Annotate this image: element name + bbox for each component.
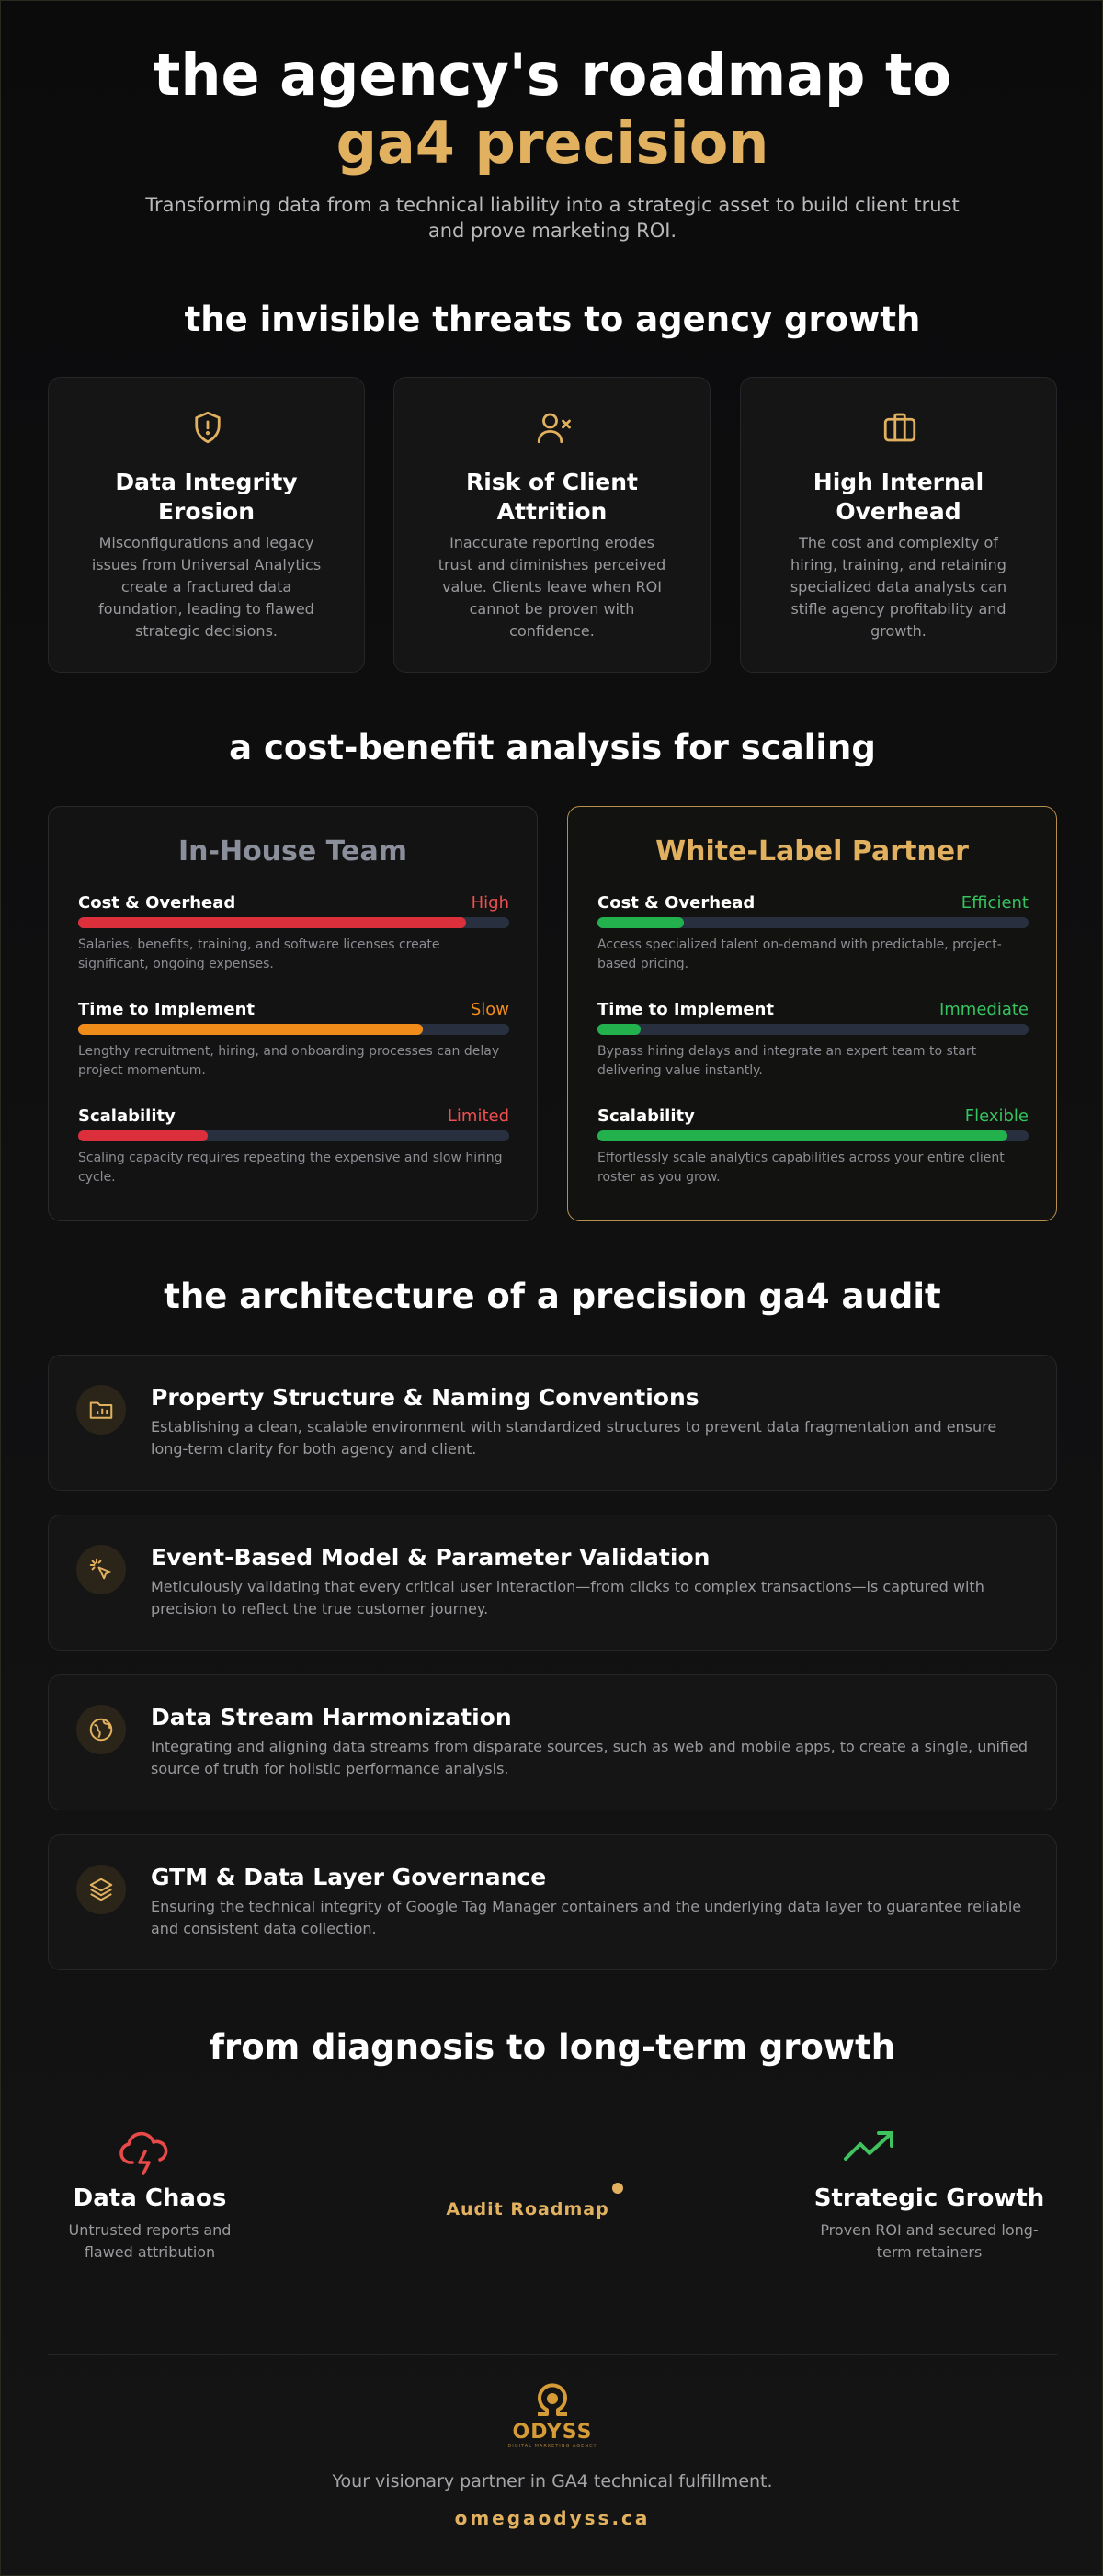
audit-item-title: Event-Based Model & Parameter Validation — [151, 1544, 711, 1571]
growth-end-title: Strategic Growth — [813, 2184, 1045, 2212]
audit-item — [48, 1515, 1057, 1651]
threat-card-desc: The cost and complexity of hiring, training, and retaining specialized data analysts can stifle agency profitability and growth. — [790, 534, 1007, 640]
logo-subtext: DIGITAL MARKETING AGENCY — [507, 2444, 597, 2449]
metric-value: Slow — [470, 1000, 509, 1019]
growth-section-title: from diagnosis to long-term growth — [209, 2027, 896, 2067]
audit-item — [48, 1674, 1057, 1810]
roadmap-label: Audit Roadmap — [446, 2199, 609, 2219]
in-house-card — [48, 806, 538, 1221]
metric-bar — [78, 1024, 509, 1035]
shield-alert-icon — [188, 408, 227, 447]
metric-label: Scalability — [78, 1106, 176, 1126]
audit-section-title: the architecture of a precision ga4 audit — [164, 1277, 941, 1316]
threats-section-title: the invisible threats to agency growth — [184, 300, 921, 339]
audit-item — [48, 1355, 1057, 1491]
omega-logo-icon — [525, 2381, 580, 2418]
metric-value: Immediate — [938, 1000, 1029, 1019]
metric-label: Cost & Overhead — [78, 893, 236, 913]
white-label-title: White-Label Partner — [655, 835, 969, 868]
odyss-logo — [497, 2381, 608, 2455]
metric-desc: Effortlessly scale analytics capabilities across your entire client roster as you grow. — [597, 1151, 1005, 1185]
threat-card — [48, 377, 365, 673]
metric-value: Efficient — [961, 893, 1029, 913]
cursor-click-icon — [87, 1556, 115, 1583]
in-house-title: In-House Team — [177, 835, 408, 868]
threat-card-title: Data Integrity Erosion — [115, 469, 298, 525]
hero-title-highlight: ga4 precision — [335, 109, 769, 176]
audit-item-desc: Establishing a clean, scalable environment with standardized structures to prevent data fragmentation and ensure long-term clarity for both agency and client. — [151, 1418, 997, 1458]
audit-item-desc: Ensuring the technical integrity of Google Tag Manager containers and the underlying data layer to guarantee reliable and consistent data collection. — [151, 1898, 1022, 1937]
threat-card — [740, 377, 1057, 673]
audit-item-title: Data Stream Harmonization — [151, 1704, 512, 1731]
audit-item — [48, 1834, 1057, 1970]
roadmap-line — [435, 2181, 624, 2194]
storm-cloud-icon — [118, 2128, 173, 2179]
footer-divider — [48, 2354, 1057, 2355]
metric-bar — [597, 917, 1029, 928]
audit-item-desc: Integrating and aligning data streams from disparate sources, such as web and mobile apps, to create a single, unified source of truth for holistic performance analysis. — [151, 1738, 1029, 1777]
metric-bar — [78, 1130, 509, 1141]
growth-start — [58, 2128, 242, 2264]
metric-bar — [78, 917, 509, 928]
hero-subtitle: Transforming data from a technical liability into a strategic asset to build client trust and prove marketing ROI. — [145, 194, 960, 242]
white-label-card — [567, 806, 1057, 1221]
audit-icon-badge — [76, 1545, 126, 1594]
metric-value: Limited — [447, 1106, 509, 1126]
metric-label: Time to Implement — [597, 1000, 775, 1019]
metric-bar-fill — [597, 1024, 641, 1035]
metric-desc: Access specialized talent on-demand with predictable, project-based pricing. — [597, 937, 1002, 971]
metric-bar-fill — [597, 917, 684, 928]
audit-item-title: Property Structure & Naming Conventions — [151, 1384, 699, 1411]
metric-desc: Salaries, benefits, training, and software licenses create significant, ongoing expenses. — [78, 937, 440, 971]
briefcase-icon — [881, 408, 919, 447]
user-remove-icon — [534, 408, 573, 447]
threat-card-title: High Internal Overhead — [813, 469, 984, 525]
layers-icon — [87, 1876, 115, 1903]
globe-icon — [87, 1716, 115, 1743]
trend-up-icon — [842, 2128, 897, 2168]
folder-chart-icon — [87, 1396, 115, 1424]
audit-icon-badge — [76, 1865, 126, 1914]
metric-label: Cost & Overhead — [597, 893, 756, 913]
growth-end-desc: Proven ROI and secured long-term retainers — [820, 2221, 1039, 2261]
audit-item-desc: Meticulously validating that every critical user interaction—from clicks to complex transactions—is captured with precision to reflect the true customer journey. — [151, 1578, 984, 1617]
comparison-section-title: a cost-benefit analysis for scaling — [229, 728, 876, 767]
hero-title: the agency's roadmap to — [153, 41, 952, 108]
threat-card-desc: Inaccurate reporting erodes trust and diminishes perceived value. Clients leave when ROI cannot be proven with confidence. — [438, 534, 666, 640]
growth-end — [810, 2128, 1049, 2264]
threat-card-title: Risk of Client Attrition — [466, 469, 638, 525]
metric-label: Scalability — [597, 1106, 695, 1126]
footer-tagline: Your visionary partner in GA4 technical fulfillment. — [332, 2471, 773, 2491]
metric-bar-fill — [78, 1024, 423, 1035]
metric-bar — [597, 1024, 1029, 1035]
metric-desc: Lengthy recruitment, hiring, and onboarding processes can delay project momentum. — [78, 1044, 500, 1078]
growth-start-title: Data Chaos — [73, 2184, 227, 2212]
metric-value: Flexible — [964, 1106, 1029, 1126]
logo-wordmark: ODYSS — [512, 2421, 593, 2444]
metric-bar-fill — [78, 917, 466, 928]
metric-desc: Bypass hiring delays and integrate an expert team to start delivering value instantly. — [597, 1044, 977, 1078]
metric-bar-fill — [78, 1130, 208, 1141]
audit-item-title: GTM & Data Layer Governance — [151, 1864, 547, 1890]
audit-icon-badge — [76, 1705, 126, 1754]
footer-site-link[interactable]: omegaodyss.ca — [454, 2507, 651, 2529]
growth-start-desc: Untrusted reports and flawed attribution — [68, 2221, 232, 2261]
metric-value: High — [471, 893, 509, 913]
threat-card-desc: Misconfigurations and legacy issues from Universal Analytics create a fractured data foundation, leading to flawed strategic decisions. — [91, 534, 322, 640]
metric-bar — [597, 1130, 1029, 1141]
threat-card — [393, 377, 711, 673]
audit-icon-badge — [76, 1385, 126, 1435]
metric-label: Time to Implement — [78, 1000, 256, 1019]
metric-bar-fill — [597, 1130, 1007, 1141]
metric-desc: Scaling capacity requires repeating the expensive and slow hiring cycle. — [78, 1151, 503, 1185]
